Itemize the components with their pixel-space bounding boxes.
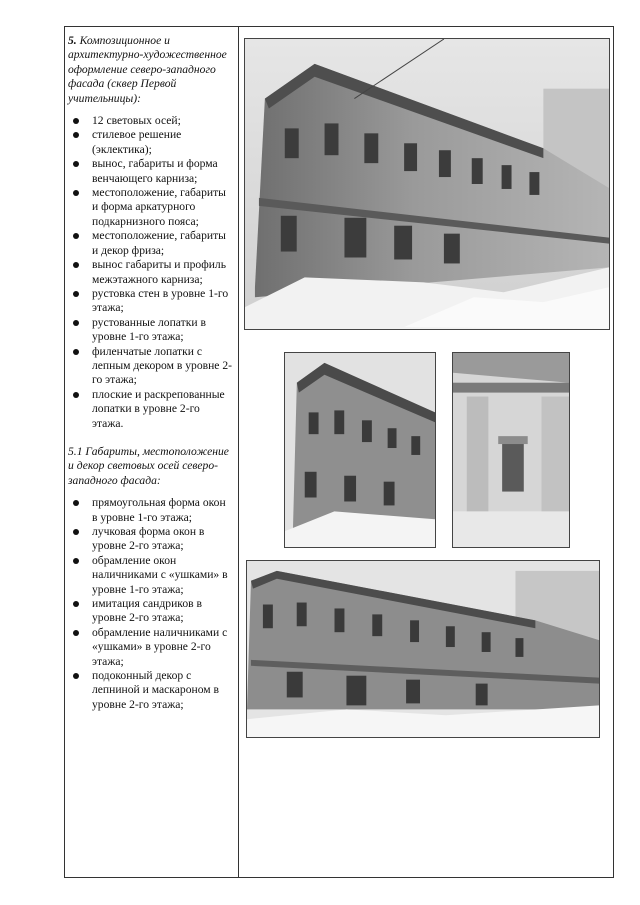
list-item: прямоугольная форма окон в уровне 1-го этажа; xyxy=(68,496,232,525)
facade-photo-corner xyxy=(284,352,436,548)
section-5-list xyxy=(68,114,232,431)
section-5-1-number: 5.1 xyxy=(68,444,83,458)
list-item: обрамление окон наличниками с «ушками» в уровне 1-го этажа; xyxy=(68,554,232,597)
list-item: рустованные лопатки в уровне 1-го этажа; xyxy=(68,316,232,345)
section-5-1-heading: Габариты, местоположение и декор световых осей северо-западного фасада: xyxy=(68,444,229,487)
text-column xyxy=(68,34,232,726)
facade-photo-long xyxy=(246,560,600,738)
list-item: подоконный декор с лепниной и маскароном в уровне 2-го этажа; xyxy=(68,669,232,712)
column-divider xyxy=(238,26,239,878)
section-5-1-list xyxy=(68,496,232,712)
list-item: вынос габариты и профиль межэтажного карниза; xyxy=(68,258,232,287)
list-item: лучковая форма окон в уровне 2-го этажа; xyxy=(68,525,232,554)
section-5-heading: Композиционное и архитектурно-художественное оформление северо-западного фасада (сквер Первой учительницы): xyxy=(68,34,227,105)
list-item: стилевое решение (эклектика); xyxy=(68,128,232,157)
list-item: обрамление наличниками с «ушками» в уровне 2-го этажа; xyxy=(68,626,232,669)
facade-photo-detail xyxy=(452,352,570,548)
list-item: местоположение, габариты и форма аркатурного подкарнизного пояса; xyxy=(68,186,232,229)
list-item: плоские и раскрепованные лопатки в уровне 2-го этажа. xyxy=(68,388,232,431)
section-5-number: 5. xyxy=(68,34,77,47)
list-item: филенчатые лопатки с лепным декором в уровне 2-го этажа; xyxy=(68,345,232,388)
list-item: вынос, габариты и форма венчающего карниза; xyxy=(68,157,232,186)
section-5-title xyxy=(68,34,232,106)
list-item: местоположение, габариты и декор фриза; xyxy=(68,229,232,258)
list-item: рустовка стен в уровне 1-го этажа; xyxy=(68,287,232,316)
list-item: 12 световых осей; xyxy=(68,114,232,128)
list-item: имитация сандриков в уровне 2-го этажа; xyxy=(68,597,232,626)
section-5-1-title xyxy=(68,445,232,488)
facade-photo-main xyxy=(244,38,610,330)
